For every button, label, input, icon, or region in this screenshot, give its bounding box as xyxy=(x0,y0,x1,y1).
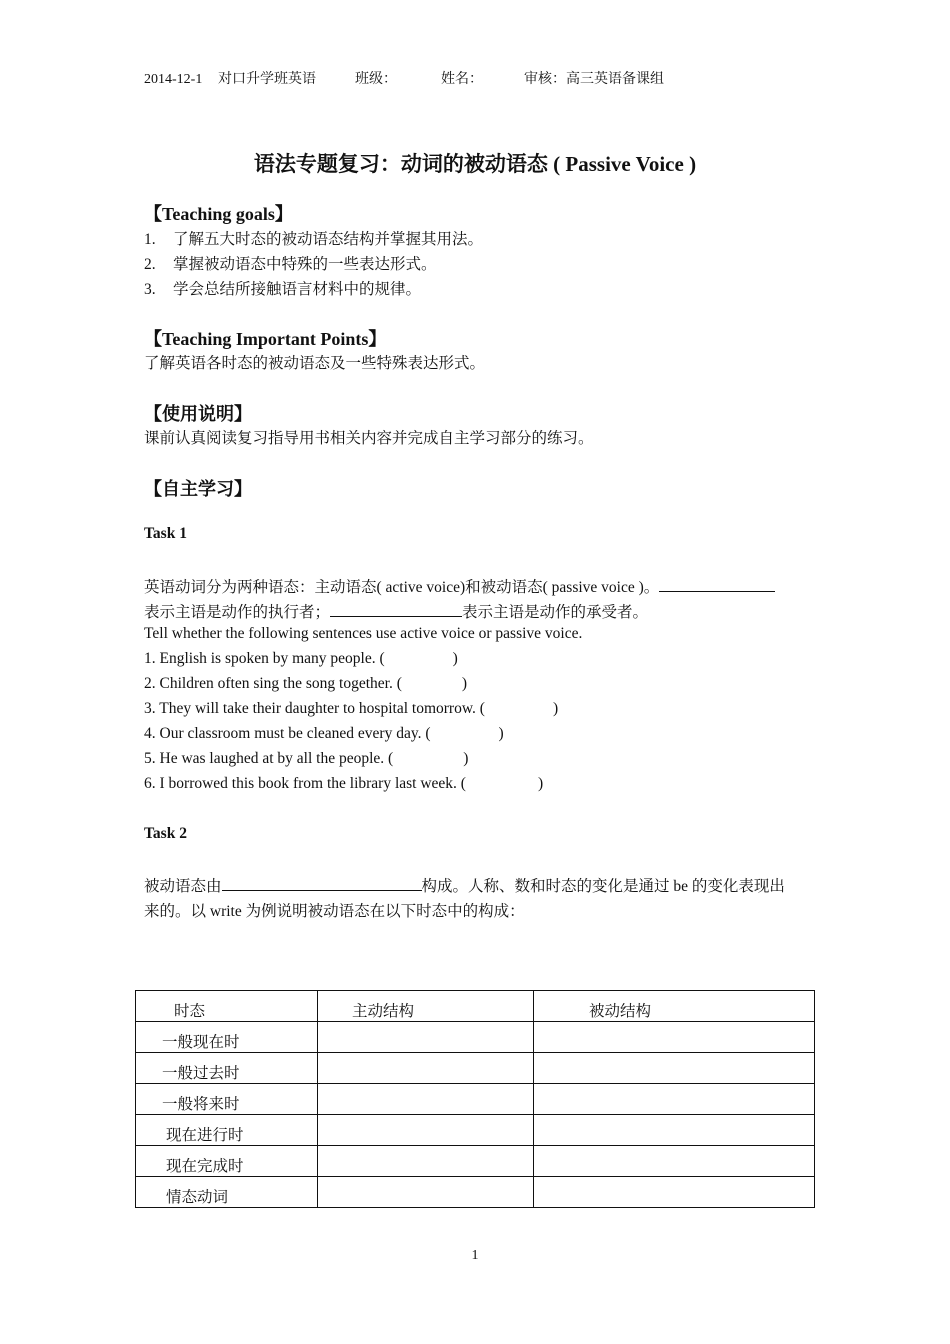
header-tense: 时态 xyxy=(174,1003,206,1020)
sentence-text: 5. He was laughed at by all the people. ( xyxy=(144,750,394,767)
tense-name: 情态动词 xyxy=(166,1189,229,1206)
exercise-sentence xyxy=(144,700,558,718)
task1-intro-c: 表示主语是动作的承受者。 xyxy=(462,604,649,621)
tense-name: 现在进行时 xyxy=(166,1127,244,1144)
task1-label: Task 1 xyxy=(144,525,187,542)
goal-number: 3. xyxy=(144,281,156,298)
goal-text: 学会总结所接触语言材料中的规律。 xyxy=(173,281,422,298)
table-header-cell xyxy=(136,991,318,1022)
table-row xyxy=(136,1115,815,1146)
sentence-text: 3. They will take their daughter to hospital tomorrow. ( xyxy=(144,700,485,717)
table-row xyxy=(136,1146,815,1177)
tense-table xyxy=(135,990,815,1208)
active-cell[interactable] xyxy=(318,1022,534,1053)
close-paren: ) xyxy=(552,700,559,717)
passive-cell[interactable] xyxy=(534,1053,815,1084)
table-row xyxy=(136,1084,815,1115)
task1-intro-a: 英语动词分为两种语态：主动语态( active voice)和被动语态( passive voice )。 xyxy=(144,579,660,596)
goal-number: 2. xyxy=(144,256,156,273)
important-points-heading: 【Teaching Important Points】 xyxy=(144,329,387,349)
active-cell[interactable] xyxy=(318,1177,534,1208)
exercise-sentence xyxy=(144,750,468,768)
tense-name: 现在完成时 xyxy=(166,1158,244,1175)
goal-text: 掌握被动语态中特殊的一些表达形式。 xyxy=(173,256,437,273)
tense-cell xyxy=(136,1115,318,1146)
task1-intro-b: 表示主语是动作的执行者； xyxy=(144,604,331,621)
sentence-text: 1. English is spoken by many people. ( xyxy=(144,650,385,667)
table-row xyxy=(136,1022,815,1053)
task2-text-a: 被动语态由 xyxy=(144,878,222,895)
teaching-goals-heading: 【Teaching goals】 xyxy=(144,204,293,224)
tense-cell xyxy=(136,1146,318,1177)
tense-cell xyxy=(136,1022,318,1053)
passive-cell[interactable] xyxy=(534,1022,815,1053)
header-passive: 被动结构 xyxy=(589,1003,652,1020)
passive-cell[interactable] xyxy=(534,1115,815,1146)
passive-cell[interactable] xyxy=(534,1177,815,1208)
header-name-label: 姓名： xyxy=(441,72,483,87)
exercise-sentence xyxy=(144,675,467,693)
header-review: 审核：高三英语备课组 xyxy=(524,72,664,87)
active-cell[interactable] xyxy=(318,1115,534,1146)
table-row xyxy=(136,1053,815,1084)
answer-blank[interactable] xyxy=(659,577,775,592)
answer-blank[interactable] xyxy=(330,602,462,617)
active-cell[interactable] xyxy=(318,1084,534,1115)
tense-name: 一般过去时 xyxy=(162,1065,240,1082)
sentence-text: 6. I borrowed this book from the library last week. ( xyxy=(144,775,466,792)
tense-cell xyxy=(136,1053,318,1084)
table-header-cell xyxy=(534,991,815,1022)
goal-item xyxy=(144,252,437,274)
answer-blank[interactable] xyxy=(222,876,422,891)
task1-intro-line2 xyxy=(144,600,648,622)
goal-item xyxy=(144,227,483,249)
header-active: 主动结构 xyxy=(352,1003,415,1020)
tense-name: 一般现在时 xyxy=(162,1034,240,1051)
exercise-sentence xyxy=(144,650,458,668)
task2-label: Task 2 xyxy=(144,825,187,842)
exercise-sentence xyxy=(144,725,504,743)
important-points-text: 了解英语各时态的被动语态及一些特殊表达形式。 xyxy=(144,355,486,372)
sentence-text: 2. Children often sing the song together. ( xyxy=(144,675,402,692)
active-cell[interactable] xyxy=(318,1146,534,1177)
table-header-row xyxy=(136,991,815,1022)
sentence-text: 4. Our classroom must be cleaned every day. ( xyxy=(144,725,431,742)
task2-line2: 来的。以 write 为例说明被动语态在以下时态中的构成： xyxy=(144,903,525,920)
task1-intro-line1 xyxy=(144,575,775,597)
table-header-cell xyxy=(318,991,534,1022)
close-paren: ) xyxy=(461,675,468,692)
usage-heading: 【使用说明】 xyxy=(144,404,252,424)
task2-text-b: 构成。人称、数和时态的变化是通过 be 的变化表现出 xyxy=(421,878,785,895)
close-paren: ) xyxy=(452,650,458,667)
header-class-label: 班级： xyxy=(355,72,397,87)
passive-cell[interactable] xyxy=(534,1146,815,1177)
self-study-heading: 【自主学习】 xyxy=(144,479,252,499)
table-row xyxy=(136,1177,815,1208)
task2-line1 xyxy=(144,874,785,896)
passive-cell[interactable] xyxy=(534,1084,815,1115)
goal-number: 1. xyxy=(144,231,156,248)
close-paren: ) xyxy=(463,750,469,767)
close-paren: ) xyxy=(537,775,544,792)
tense-name: 一般将来时 xyxy=(162,1096,240,1113)
header-course: 对口升学班英语 xyxy=(218,72,316,87)
page-number: 1 xyxy=(471,1248,479,1263)
usage-text: 课前认真阅读复习指导用书相关内容并完成自主学习部分的练习。 xyxy=(144,430,594,447)
exercise-sentence xyxy=(144,775,543,793)
page-title: 语法专题复习：动词的被动语态 ( Passive Voice ) xyxy=(253,152,697,176)
close-paren: ) xyxy=(498,725,504,742)
tense-cell xyxy=(136,1084,318,1115)
document-header xyxy=(144,68,664,88)
task1-instruction: Tell whether the following sentences use active voice or passive voice. xyxy=(144,625,583,642)
goal-item xyxy=(144,277,421,299)
goal-text: 了解五大时态的被动语态结构并掌握其用法。 xyxy=(173,231,484,248)
active-cell[interactable] xyxy=(318,1053,534,1084)
tense-cell xyxy=(136,1177,318,1208)
header-date: 2014-12-1 xyxy=(144,72,203,87)
